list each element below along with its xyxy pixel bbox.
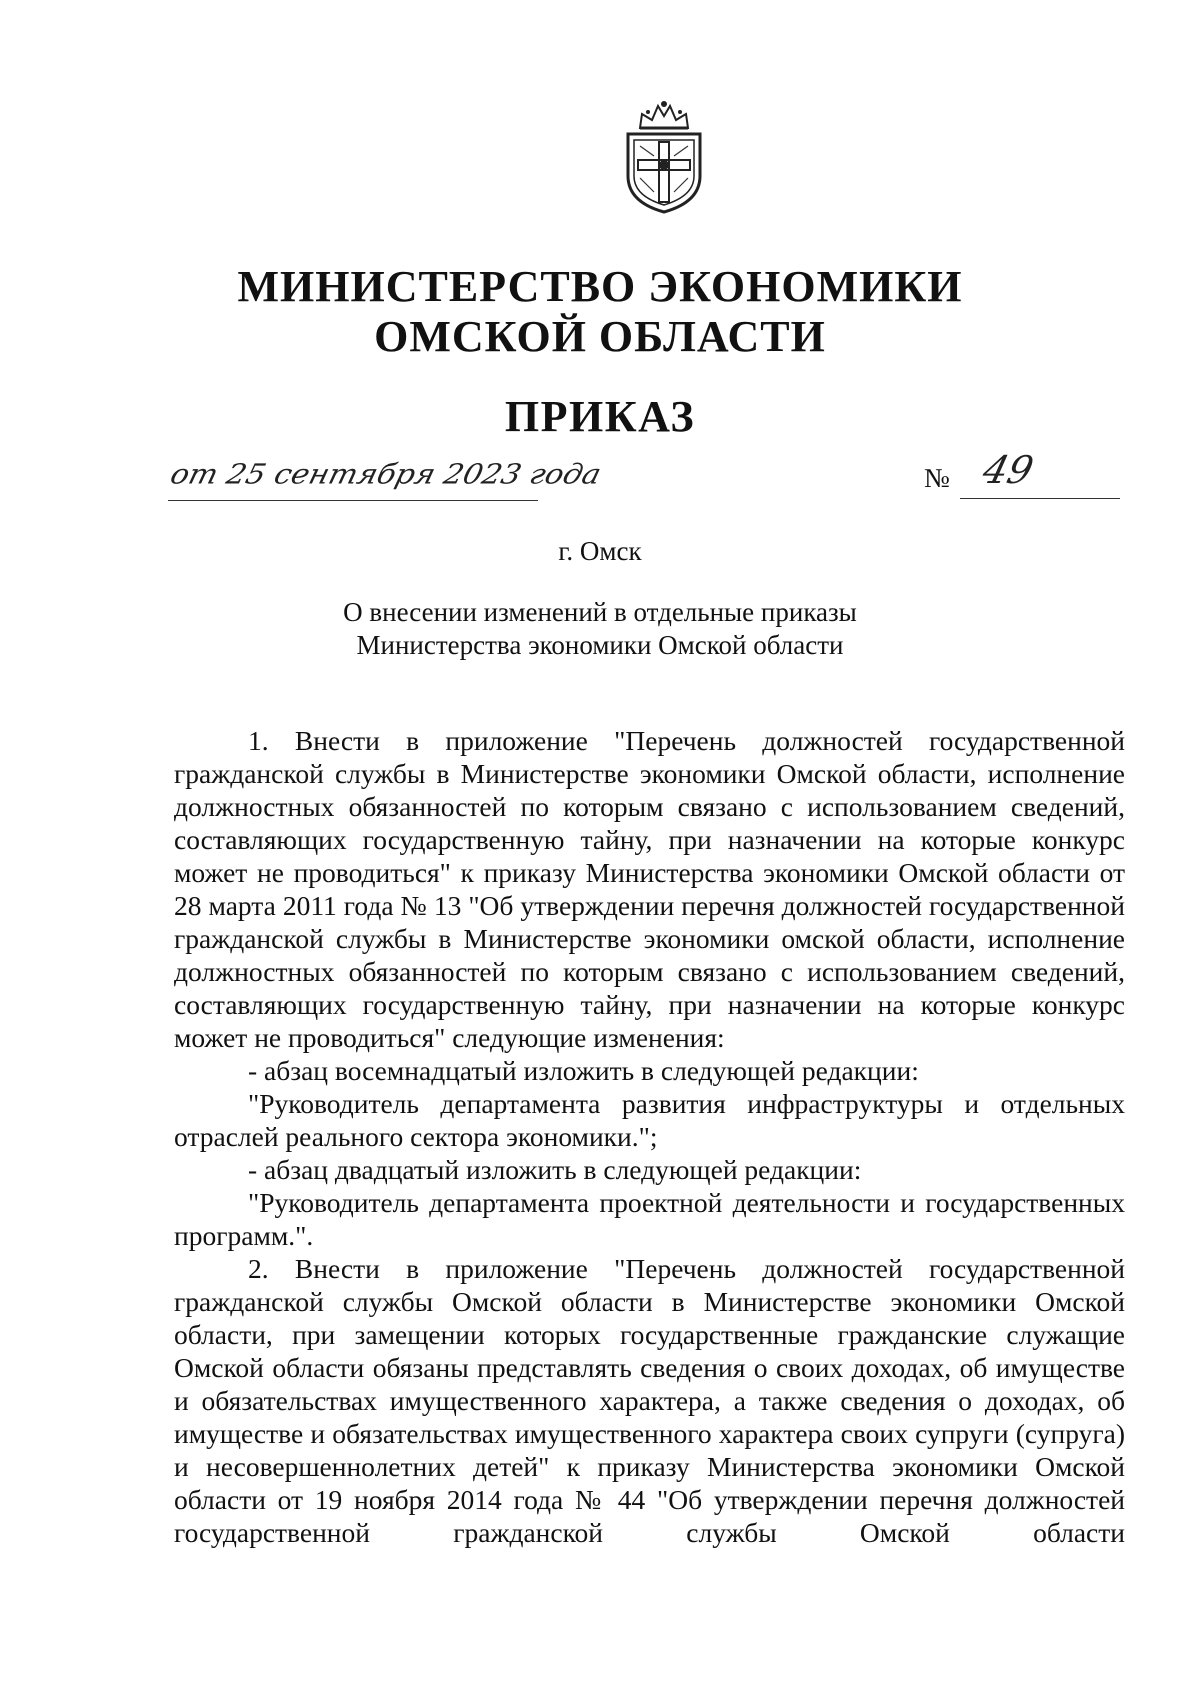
handwritten-date: от 25 сентября 2023 года — [167, 458, 605, 491]
handwritten-number: 49 — [978, 448, 1038, 492]
order-body — [174, 724, 1125, 1549]
ministry-name — [150, 262, 1050, 362]
body-paragraph-6: 2. Внести в приложение "Перечень должностей государственной гражданской службы Омской области в Министерстве экономики Омской области, при замещении которых государственные гражданские служащие Омской области обязаны представлять сведения о своих доходах, об имуществе и обязательствах имущественного характера, а также сведения о доходах, об имуществе и обязательствах имущественного характера своих супруги (супруга) и несовершеннолетних детей" к приказу Министерства экономики Омской области от 19 ноября 2014 года № 44 "Об утверждении перечня должностей государственной гражданской службы Омской области — [174, 1253, 1125, 1548]
number-underline — [960, 498, 1120, 499]
body-paragraph-2: - абзац восемнадцатый изложить в следующей редакции: — [248, 1055, 919, 1086]
document-type-heading: ПРИКАЗ — [504, 392, 696, 441]
order-subject-line1: О внесении изменений в отдельные приказы — [343, 597, 857, 627]
city-line: г. Омск — [558, 536, 642, 566]
body-paragraph-4: - абзац двадцатый изложить в следующей редакции: — [248, 1154, 862, 1185]
date-underline — [168, 500, 538, 501]
ministry-name-line1: МИНИСТЕРСТВО ЭКОНОМИКИ — [237, 262, 963, 311]
ministry-name-line2: ОМСКОЙ ОБЛАСТИ — [374, 312, 826, 361]
coat-of-arms-icon — [618, 98, 710, 216]
body-paragraph-5: "Руководитель департамента проектной деятельности и государственных программ.". — [174, 1187, 1125, 1251]
body-paragraph-1: 1. Внести в приложение "Перечень должностей государственной гражданской службы в Министерстве экономики Омской области, исполнение должностных обязанностей по которым связано с использованием сведений, составляющих государственную тайну, при назначении на которые конкурс может не проводиться" к приказу Министерства экономики Омской области от 28 марта 2011 года № 13 "Об утверждении перечня должностей государственной гражданской службы в Министерстве экономики омской области, исполнение должностных обязанностей по которым связано с использованием сведений, составляющих государственную тайну, при назначении на которые конкурс может не проводиться" следующие изменения: — [174, 725, 1125, 1053]
order-subject — [250, 596, 950, 662]
order-subject-line2: Министерства экономики Омской области — [356, 630, 844, 660]
number-label: № — [924, 463, 950, 493]
body-paragraph-3: "Руководитель департамента развития инфраструктуры и отдельных отраслей реального сектора экономики."; — [174, 1088, 1125, 1152]
